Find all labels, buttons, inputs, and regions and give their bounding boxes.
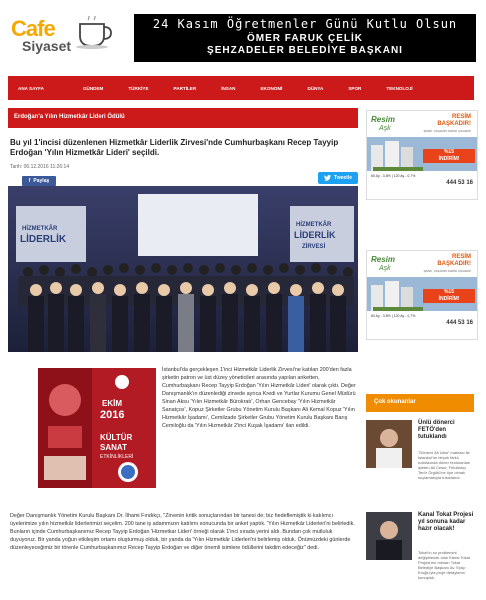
photo-banner-left-top: HİZMETKÂR <box>22 226 58 232</box>
facebook-icon: f <box>28 178 31 184</box>
ad-image <box>367 137 477 171</box>
article-date: Tarih: 06.12.2016 11:26:14 <box>10 164 70 170</box>
ad-tagline: ŞİMDİ, YAŞAMIN TADINI ÇIKARIN! <box>423 129 471 133</box>
site-logo[interactable] <box>8 10 118 60</box>
facebook-share-button[interactable] <box>22 176 56 186</box>
ad-brand: Resim <box>371 115 396 124</box>
most-read-title-1: Ünlü dönerci FETÖ'den tutuklandı <box>418 420 455 440</box>
poster-year: 2016 <box>100 409 125 421</box>
ad-top <box>367 111 477 137</box>
ad-tagline: ŞİMDİ, YAŞAMIN TADINI ÇIKARIN! <box>423 269 471 273</box>
main-nav <box>8 76 474 100</box>
ad-headline <box>437 254 471 268</box>
most-read-title-2: Kanal Tokat Projesi yıl sonuna kadar hazır olacak! <box>418 512 474 532</box>
poster-kultur: KÜLTÜR <box>100 433 133 442</box>
ad-bottom <box>367 171 477 199</box>
poster-etkinlik: ETKİNLİKLERİ <box>100 454 134 460</box>
ad-bottom <box>367 311 477 339</box>
article-paragraph-1: İstanbul'da gerçekleşen 1'inci Hizmetkâr Liderlik Zirvesi'ne katılan 200'den fazla şirketin patron ve üst düzey yöneticileri arasında yapılan anketten, Cumhurbaşkanı Recep Tayyip Erdoğan 'Yılın Hizmetkâr Lideri' olarak çıktı. Değer Danışmanlık'ın düzenlediği zirvede ayrıca Kredi ve Yurtlar Kurumu Genel Müdürü Sinan Aksu 'Yılın Hizmetkâr Bürokratı', Orhan Gencebay 'Yılın Hizmetkâr Sanatçısı', Kopuz Şirketler Grubu Yönetim Kurulu Başkanı Ali Kemal Kopuz 'Yılın Hizmetkâr İşadamı', Cemilzade Şirketler Grubu Yönetim Kurulu Başkanı Barış Cemiloğlu da 'Yılın Hizmetkâr 2'inci Kuşak İşadamı' ilan edildi. <box>162 367 356 429</box>
ad-brand-sub: Aşk <box>379 125 391 132</box>
header-ad-banner[interactable] <box>134 14 476 62</box>
ad-brand-sub: Aşk <box>379 265 391 272</box>
ad-phone: 444 53 16 <box>446 320 473 326</box>
nav-item-turkiye[interactable]: TÜRKİYE <box>128 85 149 91</box>
ad-headline-2: BAŞKADIR! <box>437 261 471 267</box>
most-read-item-2[interactable] <box>366 512 476 592</box>
twitter-share-button[interactable] <box>318 172 358 184</box>
ad-top <box>367 251 477 277</box>
person-photo <box>366 512 412 560</box>
banner-line-2: ÖMER FARUK ÇELİK <box>247 33 363 44</box>
most-read-thumb-1 <box>366 420 412 468</box>
most-read-title: Çok okunanlar <box>366 394 474 412</box>
culture-event-poster[interactable] <box>38 368 156 488</box>
nav-item-ekonomi[interactable]: EKONOMİ <box>260 85 283 91</box>
ad-image <box>367 277 477 311</box>
nav-item-teknoloji[interactable]: TEKNOLOJİ <box>386 85 413 91</box>
nav-item-gundem[interactable]: GÜNDEM <box>82 85 104 91</box>
nav-item-spor[interactable]: SPOR <box>348 85 362 91</box>
ad-discount-percent: %15 <box>443 149 454 155</box>
article-paragraph-2: Değer Danışmanlık Yönetim Kurulu Başkanı Dr. İlhami Fındıkçı, "Zirvenin kritik sonuçlarından bir tanesi de; biz hedeflemiştik ki katılımcı üyelerimize yılın hizmetkâr liderlerimizi seçelim. 200 tane iş adammızın katılımı sonucunda bir anket yaptık. 'Yılın Hizmetkâr Liderleri'ni belirledik. Bunların içinde Cumhurbaşkanımız Recep Tayyip Erdoğan 'Hizmetkar Lideri' örneği olarak 1'inci sırada yerini aldı. Bundan çok mutluluk duyuyoruz. Bir yanda yoğun etkileşim ortamı oluşturmuş olduk, bir yanda da 'Yılın Hizmetkâr Liderleri'ni belirlemiş olduk. Önümüzdeki günlerde düzenleyeceğimiz bir törenle Cumhurbaşkanımız Recep Tayyip Erdoğan ve diğer önemli isimlere ödüllerini takdim edeceğiz" dedi. <box>10 513 355 551</box>
ad-plan: 60 Ay - 3,8% | 120 Ay - 0,7% <box>371 174 416 178</box>
ad-headline-2: BAŞKADIR! <box>437 121 471 127</box>
photo-banner-right-top: HİZMETKÂR <box>296 222 332 228</box>
article-main-photo <box>8 186 358 352</box>
poster-sanat: SANAT <box>100 443 127 452</box>
nav-item-anasayfa[interactable]: ANA SAYFA <box>18 85 44 91</box>
poster-ekim: EKİM <box>102 399 122 408</box>
banner-line-1: 24 Kasım Öğretmenler Günü Kutlu Olsun <box>152 17 458 31</box>
nav-item-insan[interactable]: İNSAN <box>221 85 236 91</box>
ad-headline <box>437 114 471 128</box>
sidebar-ad-2[interactable] <box>366 250 478 340</box>
most-read-item-1[interactable] <box>366 420 476 496</box>
facebook-share-label: Paylaş <box>33 178 50 184</box>
ad-discount <box>423 289 475 303</box>
ad-discount-text: İNDİRİM! <box>438 156 460 162</box>
ad-discount-percent: %15 <box>443 289 454 295</box>
twitter-share-label: Tweetle <box>334 175 352 181</box>
article-headline: Bu yıl 1'incisi düzenlenen Hizmetkâr Liderlik Zirvesi'nde Cumhurbaşkanı Recep Tayyip Erdoğan 'Yılın Hizmetkâr Lideri' seçildi. <box>10 138 339 157</box>
poster-graphic <box>38 368 156 488</box>
ad-brand: Resim <box>371 255 396 264</box>
site-header <box>0 0 486 70</box>
ad-plan: 60 Ay - 3,8% | 120 Ay - 0,7% <box>371 314 416 318</box>
ad-discount-text: İNDİRİM! <box>438 296 460 302</box>
most-read-thumb-2 <box>366 512 412 560</box>
ad-headline-1: RESİM <box>451 114 471 120</box>
ad-phone: 444 53 16 <box>446 180 473 186</box>
nav-item-dunya[interactable]: DÜNYA <box>307 85 324 91</box>
most-read-desc-2: Tokat'ın su problemini değiştirecek olan Kanal Tokat Projesi'nin mimarı Tokat Belediye Başkanı Av. Eyüp Eroğlu'yla proje detaylarını konuştuk. <box>418 550 470 580</box>
banner-line-3: ŞEHZADELER BELEDİYE BAŞKANI <box>207 45 403 56</box>
most-read-desc-1: "Dönerci Ali Usta" markası ile İstanbul'un birçok farklı noktasında döner restoranları işleten Ali Cesur, Fetullahçı Terör Örgütü'ne üye olmak suçlamasıyla tutuklandı. <box>418 450 471 480</box>
nav-item-partiler[interactable]: PARTİLER <box>173 85 197 91</box>
photo-banner-right: LİDERLİK <box>294 230 336 240</box>
sidebar-ad-1[interactable] <box>366 110 478 200</box>
ad-headline-1: RESİM <box>451 254 471 260</box>
ad-discount <box>423 149 475 163</box>
person-photo <box>366 420 412 468</box>
article-section-title: Erdoğan'a Yılın Hizmetkâr Lideri Ödülü <box>8 108 358 128</box>
coffee-cup-icon <box>74 16 112 50</box>
photo-banner-left: LİDERLİK <box>20 234 67 245</box>
logo-text-siyaset: Siyaset <box>22 38 72 54</box>
event-group-photo <box>8 186 358 352</box>
twitter-bird-icon <box>324 175 331 181</box>
photo-banner-right-sub: ZİRVESİ <box>302 244 326 250</box>
logo-text-cafe: Cafe <box>11 16 55 41</box>
